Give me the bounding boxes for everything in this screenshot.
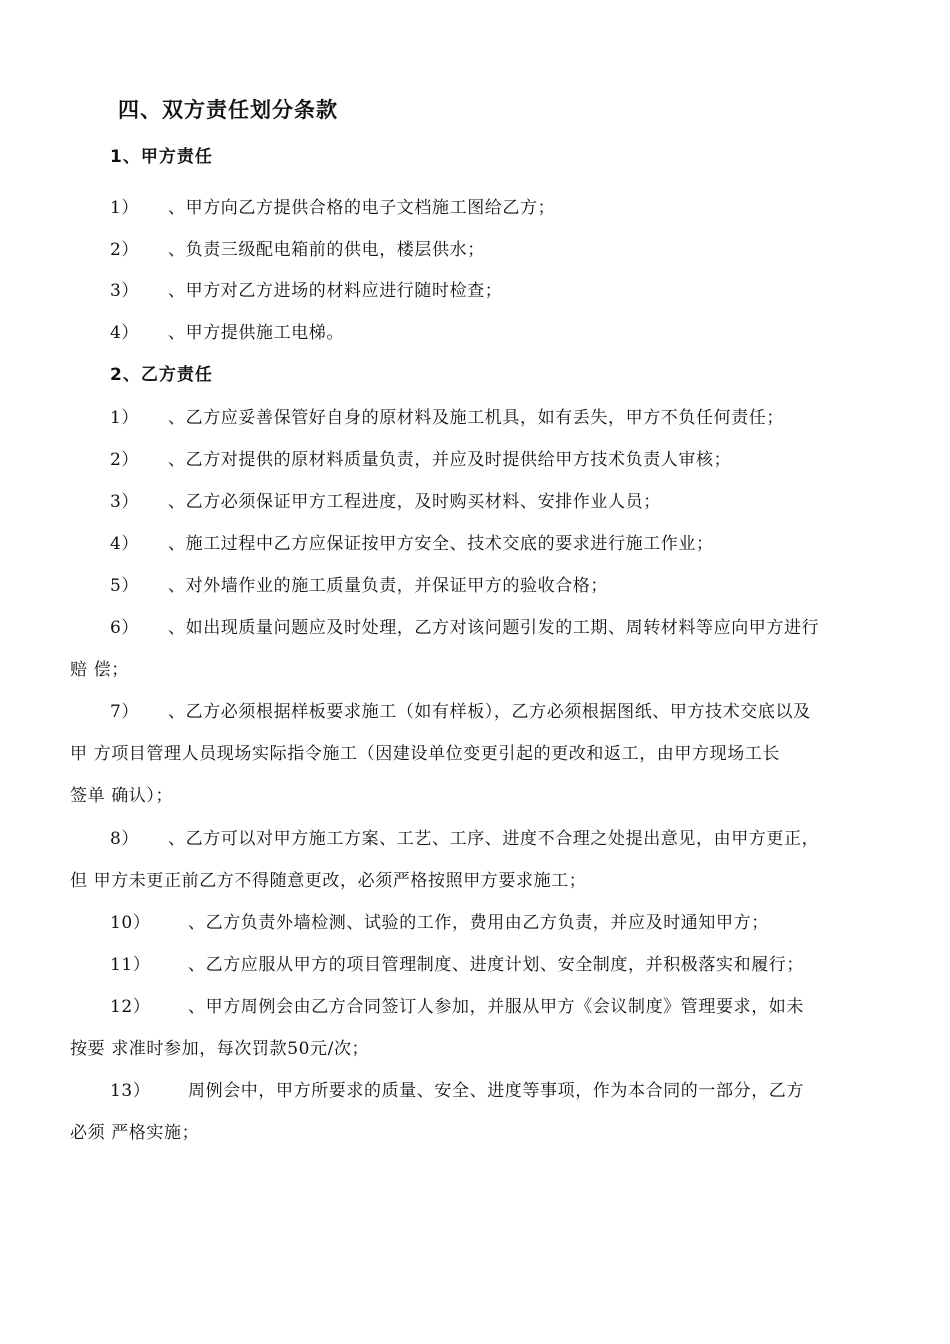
item-text: 、乙方可以对甲方施工方案、工艺、工序、进度不合理之处提出意见，由甲方更正， — [168, 829, 820, 849]
item-text: 、甲方提供施工电梯。 — [168, 323, 344, 343]
party-b-item — [110, 613, 819, 638]
item-number: 5） — [110, 576, 140, 596]
party-b-item — [110, 529, 714, 554]
item-text: 、甲方向乙方提供合格的电子文档施工图给乙方； — [168, 198, 556, 218]
item-number: 12） — [110, 997, 151, 1017]
item-text: 、负责三级配电箱前的供电，楼层供水； — [168, 240, 485, 260]
item-number: 10） — [110, 913, 151, 933]
party-b-item — [110, 992, 804, 1017]
item-number: 11） — [110, 955, 151, 975]
item-text: 周例会中，甲方所要求的质量、安全、进度等事项，作为本合同的一部分，乙方 — [188, 1081, 804, 1101]
item-continuation: 但 甲方未更正前乙方不得随意更改，必须严格按照甲方要求施工； — [70, 871, 587, 891]
item-continuation: 甲 方项目管理人员现场实际指令施工（因建设单位变更引起的更改和返工，由甲方现场工长 — [70, 744, 781, 764]
item-text: 、乙方必须根据样板要求施工（如有样板），乙方必须根据图纸、甲方技术交底以及 — [168, 702, 811, 722]
party-a-heading: 1、甲方责任 — [110, 147, 213, 167]
item-number: 2） — [110, 240, 140, 260]
item-number: 1） — [110, 408, 140, 428]
item-number: 3） — [110, 281, 140, 301]
item-number: 4） — [110, 323, 140, 343]
party-b-item — [110, 487, 661, 512]
item-number: 4） — [110, 534, 140, 554]
item-text: 、乙方负责外墙检测、试验的工作，费用由乙方负责，并应及时通知甲方； — [188, 913, 769, 933]
item-text: 、乙方对提供的原材料质量负责，并应及时提供给甲方技术负责人审核； — [168, 450, 732, 470]
item-text: 、乙方应服从甲方的项目管理制度、进度计划、安全制度，并积极落实和履行； — [188, 955, 804, 975]
item-continuation: 必须 严格实施； — [70, 1123, 200, 1143]
item-text: 、乙方必须保证甲方工程进度，及时购买材料、安排作业人员； — [168, 492, 661, 512]
party-b-item — [110, 824, 819, 849]
section-title: 四、双方责任划分条款 — [118, 98, 338, 122]
item-number: 8） — [110, 829, 140, 849]
party-b-item — [110, 697, 811, 722]
item-continuation: 赔 偿； — [70, 660, 129, 680]
party-b-item — [110, 908, 769, 933]
party-b-item — [110, 950, 804, 975]
party-b-item — [110, 445, 731, 470]
item-number: 13） — [110, 1081, 151, 1101]
item-text: 、如出现质量问题应及时处理，乙方对该问题引发的工期、周转材料等应向甲方进行 — [168, 618, 820, 638]
item-text: 、施工过程中乙方应保证按甲方安全、技术交底的要求进行施工作业； — [168, 534, 714, 554]
item-text: 、乙方应妥善保管好自身的原材料及施工机具，如有丢失，甲方不负任何责任； — [168, 408, 784, 428]
item-continuation: 签单 确认）； — [70, 786, 174, 806]
party-a-item — [110, 276, 502, 301]
item-text: 、甲方周例会由乙方合同签订人参加，并服从甲方《会议制度》管理要求，如未 — [188, 997, 804, 1017]
party-b-item — [110, 403, 784, 428]
item-number: 6） — [110, 618, 140, 638]
party-a-item — [110, 235, 485, 260]
item-text: 、对外墙作业的施工质量负责，并保证甲方的验收合格； — [168, 576, 608, 596]
item-continuation: 按要 求准时参加，每次罚款50元/次； — [70, 1039, 370, 1059]
item-text: 、甲方对乙方进场的材料应进行随时检查； — [168, 281, 503, 301]
item-number: 3） — [110, 492, 140, 512]
party-b-item — [110, 1076, 804, 1101]
party-a-item — [110, 193, 555, 218]
party-a-item — [110, 318, 344, 343]
item-number: 1） — [110, 198, 140, 218]
item-number: 2） — [110, 450, 140, 470]
item-number: 7） — [110, 702, 140, 722]
party-b-heading: 2、乙方责任 — [110, 365, 213, 385]
party-b-item — [110, 571, 608, 596]
